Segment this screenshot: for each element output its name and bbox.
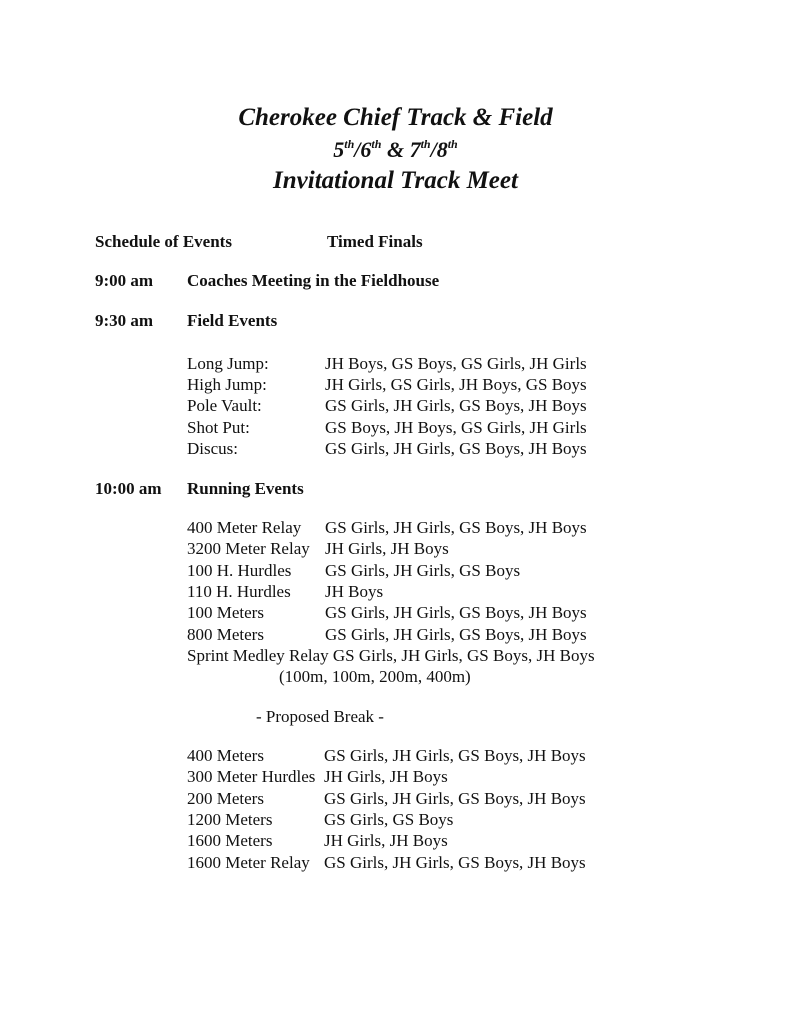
event-name: 200 Meters: [187, 788, 264, 808]
grade-7-suffix: th: [420, 137, 431, 151]
event-groups: JH Girls, JH Boys: [325, 539, 449, 559]
grade-8: 8: [436, 137, 448, 162]
event-groups: GS Girls, JH Girls, GS Boys, JH Boys: [324, 746, 586, 765]
event-name: 3200 Meter Relay: [187, 539, 310, 559]
event-name: 100 Meters: [187, 603, 264, 623]
event-groups: GS Girls, GS Boys: [324, 809, 454, 829]
event-groups: JH Girls, JH Boys: [324, 831, 448, 851]
event-name: 400 Meters: [187, 746, 264, 765]
event-groups: GS Girls, JH Girls, GS Boys, JH Boys: [325, 603, 587, 623]
page-title: Cherokee Chief Track & Field: [238, 104, 553, 131]
event-groups: GS Girls, JH Girls, GS Boys, JH Boys: [325, 518, 587, 537]
event-groups: JH Boys, GS Boys, GS Girls, JH Girls: [325, 354, 587, 373]
grade-7: 7: [409, 137, 421, 162]
event-groups: GS Girls, JH Girls, GS Boys, JH Boys: [325, 624, 587, 644]
grade-5-suffix: th: [344, 137, 355, 151]
event-name: Long Jump:: [187, 354, 269, 373]
event-row: [187, 517, 587, 538]
event-row: [187, 852, 586, 873]
timed-finals-heading: Timed Finals: [327, 232, 423, 251]
event-name: 400 Meter Relay: [187, 518, 302, 537]
grade-levels: 5th/6th & 7th/8th: [333, 137, 458, 162]
event-row: [187, 766, 448, 787]
event-row: [187, 538, 449, 559]
event-name: 800 Meters: [187, 624, 264, 644]
coaches-time: 9:00 am: [95, 271, 154, 290]
event-groups: GS Girls, JH Girls, GS Boys, JH Boys: [324, 852, 586, 872]
field-label: Field Events: [187, 311, 278, 330]
event-row: [187, 788, 586, 809]
event-groups: GS Girls, JH Girls, GS Boys, JH Boys: [325, 396, 587, 416]
proposed-break: - Proposed Break -: [256, 707, 384, 726]
event-name: Discus:: [187, 438, 238, 458]
event-name: 1600 Meter Relay: [187, 852, 310, 872]
sprint-medley-row: [187, 645, 595, 666]
event-groups: JH Boys: [325, 581, 384, 601]
event-name: 110 H. Hurdles: [187, 581, 291, 601]
event-name: 100 H. Hurdles: [187, 560, 292, 580]
coaches-label: Coaches Meeting in the Fieldhouse: [187, 271, 440, 290]
grade-ampersand: &: [386, 137, 405, 162]
event-groups: JH Girls, JH Boys: [324, 767, 448, 787]
event-groups: GS Girls, JH Girls, GS Boys, JH Boys: [325, 438, 587, 458]
event-name: 1200 Meters: [187, 809, 273, 829]
grade-6-suffix: th: [371, 137, 382, 151]
event-name: High Jump:: [187, 375, 267, 395]
event-groups: GS Girls, JH Girls, GS Boys, JH Boys: [324, 788, 586, 808]
event-row: [187, 581, 383, 602]
grade-5: 5: [333, 137, 345, 162]
event-row: [187, 417, 587, 438]
event-groups: GS Girls, JH Girls, GS Boys: [325, 560, 521, 580]
event-row: [187, 602, 587, 623]
event-row: [187, 624, 587, 645]
event-row: [187, 395, 587, 416]
event-row: [187, 560, 520, 581]
event-row: [187, 374, 587, 395]
event-groups: GS Girls, JH Girls, GS Boys, JH Boys: [332, 646, 595, 665]
grade-6: 6: [360, 137, 372, 162]
sprint-medley-note: (100m, 100m, 200m, 400m): [279, 667, 471, 686]
event-name: 300 Meter Hurdles: [187, 767, 316, 787]
event-row: [187, 830, 448, 851]
event-name: Shot Put:: [187, 417, 250, 437]
event-row: [187, 438, 587, 459]
grade-8-suffix: th: [447, 137, 458, 151]
event-row: [187, 809, 453, 830]
running-time: 10:00 am: [95, 479, 162, 498]
event-row: [187, 353, 587, 374]
field-time: 9:30 am: [95, 311, 154, 330]
event-row: [187, 745, 586, 766]
page-subtitle: Invitational Track Meet: [273, 167, 518, 194]
event-name: Sprint Medley Relay: [187, 646, 329, 665]
event-groups: GS Boys, JH Boys, GS Girls, JH Girls: [325, 417, 587, 437]
event-name: Pole Vault:: [187, 396, 262, 416]
event-name: 1600 Meters: [187, 831, 273, 851]
running-label: Running Events: [187, 479, 304, 498]
schedule-heading: Schedule of Events: [95, 232, 232, 251]
event-groups: JH Girls, GS Girls, JH Boys, GS Boys: [325, 375, 587, 395]
